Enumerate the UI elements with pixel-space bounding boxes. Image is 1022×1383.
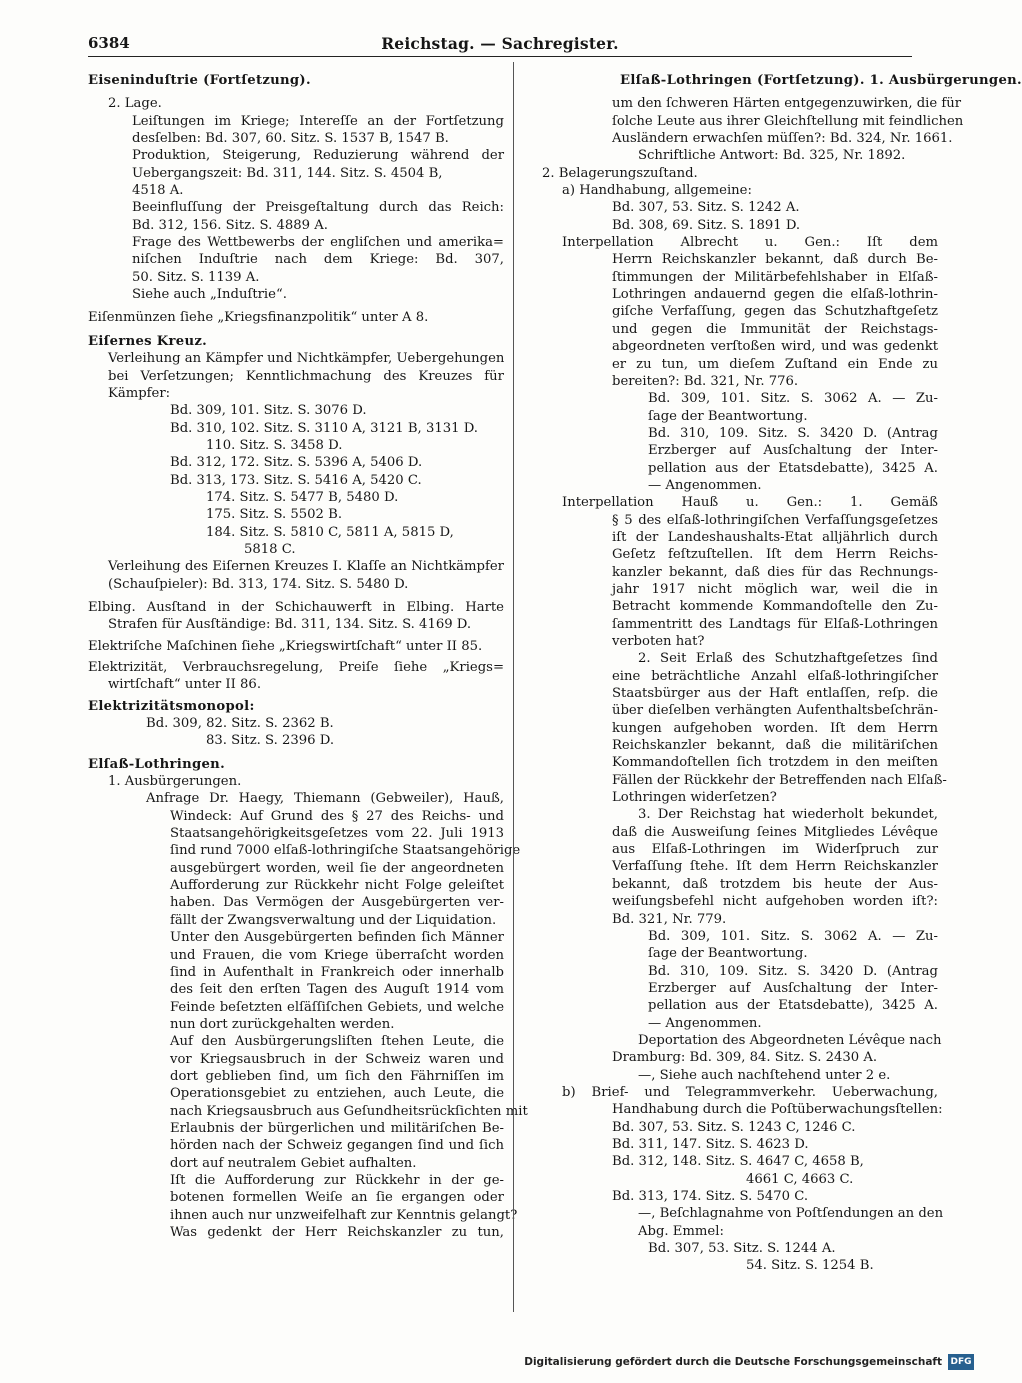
text-line: ſind in Aufenthalt in Frankreich oder innerhalb xyxy=(170,964,504,980)
text-line: eine beträchtliche Anzahl elſaß-lothringiſcher xyxy=(612,668,938,684)
text-line: abgeordneten verſtoßen wird, und was gedenkt xyxy=(612,339,938,355)
text-line: Elektrizität, Verbrauchsregelung, Preiſe ſiehe „Kriegs= xyxy=(88,660,504,675)
text-line: Bd. 321, Nr. 779. xyxy=(612,911,727,927)
text-line: Bd. 310, 109. Sitz. S. 3420 D. (Antrag xyxy=(648,963,938,979)
text-line: § 5 des elſaß-lothringiſchen Verfaſſungsgeſetzes xyxy=(612,512,938,528)
text-line: Geſetz feſtzuſtellen. Iſt dem Herrn Reichs- xyxy=(612,547,938,563)
text-line: Bd. 313, 173. Sitz. S. 5416 A, 5420 C. xyxy=(170,472,422,488)
text-line: um den ſchweren Härten entgegenzuwirken, die für xyxy=(612,96,962,112)
text-line: 54. Sitz. S. 1254 B. xyxy=(746,1258,874,1274)
text-line: Bd. 307, 53. Sitz. S. 1242 A. xyxy=(612,200,800,216)
text-line: daß die Ausweiſung ſeines Mitgliedes Lévêque xyxy=(612,824,938,840)
text-line: Kämpfer: xyxy=(108,385,171,401)
text-line: ſind rund 7000 elſaß-lothringiſche Staatsangehörige xyxy=(170,843,521,859)
entry-heading: Eiseninduſtrie (Fortſetzung). xyxy=(88,73,311,88)
text-line: Erzberger auf Ausſchaltung der Inter- xyxy=(648,443,938,459)
text-line: ſage der Beantwortung. xyxy=(648,946,808,962)
text-line: Was gedenkt der Herr Reichskanzler zu tun, xyxy=(170,1225,504,1240)
text-line: Verleihung des Eiſernen Kreuzes I. Klaſſe an Nichtkämpfer xyxy=(108,559,504,575)
text-line: Bd. 309, 101. Sitz. S. 3062 A. — Zu- xyxy=(648,928,938,944)
text-line: —, Siehe auch nachſtehend unter 2 e. xyxy=(638,1067,891,1083)
text-line: Bd. 312, 148. Sitz. S. 4647 C, 4658 B, xyxy=(612,1154,864,1170)
text-line: Elektriſche Maſchinen ſiehe „Kriegswirtſchaft“ unter II 85. xyxy=(88,638,483,654)
text-line: 1. Ausbürgerungen. xyxy=(108,774,242,790)
text-line: jahr 1917 nicht möglich war, weil die in xyxy=(612,581,938,597)
text-line: ſammentritt des Landtags für Elſaß-Lothringen xyxy=(612,616,938,632)
text-line: er zu tun, um dieſem Zuſtand ein Ende zu xyxy=(612,356,938,372)
text-line: 175. Sitz. S. 5502 B. xyxy=(206,507,343,523)
text-line: Bd. 312, 156. Sitz. S. 4889 A. xyxy=(132,217,328,233)
text-line: Auf den Ausbürgerungsliſten ſtehen Leute, die xyxy=(170,1034,504,1050)
text-line: Produktion, Steigerung, Reduzierung während der xyxy=(132,148,504,164)
text-line: bei Verſetzungen; Kenntlichmachung des Kreuzes für xyxy=(108,368,504,384)
text-line: und gegen die Immunität der Reichstags- xyxy=(612,321,938,337)
text-line: Interpellation Hauß u. Gen.: 1. Gemäß xyxy=(562,495,938,511)
text-line: 2. Belagerungszuſtand. xyxy=(542,165,698,181)
text-line: Bd. 309, 101. Sitz. S. 3076 D. xyxy=(170,403,367,419)
page-header xyxy=(88,32,912,57)
text-line: wirtſchaft“ unter II 86. xyxy=(108,677,262,693)
text-line: Bd. 307, 53. Sitz. S. 1243 C, 1246 C. xyxy=(612,1119,856,1135)
text-line: ſtimmungen der Militärbefehlshaber in Elſaß- xyxy=(612,269,938,285)
text-line: Bd. 309, 101. Sitz. S. 3062 A. — Zu- xyxy=(648,391,938,407)
text-line: Bd. 310, 109. Sitz. S. 3420 D. (Antrag xyxy=(648,425,938,441)
text-line: aus Elſaß-Lothringen im Widerſpruch zur xyxy=(612,842,938,858)
text-line: Bd. 313, 174. Sitz. S. 5470 C. xyxy=(612,1189,809,1204)
text-line: Deportation des Abgeordneten Lévêque nach xyxy=(638,1032,942,1048)
text-line: Herrn Reichskanzler bekannt, daß durch Be- xyxy=(612,252,938,268)
text-line: 83. Sitz. S. 2396 D. xyxy=(206,733,335,749)
text-line: Interpellation Albrecht u. Gen.: Iſt dem xyxy=(562,235,938,251)
text-line: b) Brief- und Telegrammverkehr. Ueberwachung, xyxy=(562,1084,938,1100)
text-line: Staatsbürger aus der Haft entlaſſen, reſp. die xyxy=(612,686,938,702)
text-line: Kommandoſtellen ſich trotzdem in den meiſten xyxy=(612,755,938,771)
page-number: 6384 xyxy=(88,34,130,52)
text-line: 2. Lage. xyxy=(108,96,162,112)
text-line: Feinde beſetzten elſäſſiſchen Gebiets, und welche xyxy=(170,999,504,1015)
text-line: — Angenommen. xyxy=(648,1015,762,1031)
text-line: a) Handhabung, allgemeine: xyxy=(562,183,752,199)
text-line: und Frauen, die vom Kriege überraſcht worden xyxy=(170,947,504,963)
text-line: Lothringen andauernd gegen die elſaß-lothrin- xyxy=(612,287,938,303)
text-line: ausgebürgert worden, weil ſie der angeordneten xyxy=(170,860,504,876)
text-line: 3. Der Reichstag hat wiederholt bekundet, xyxy=(638,807,938,823)
text-line: Leiſtungen im Kriege; Intereſſe an der Fortſetzung xyxy=(132,113,504,129)
text-line: Ausländern erwachſen müſſen?: Bd. 324, Nr. 1661. xyxy=(612,131,953,147)
text-line: vor Kriegsausbruch in der Schweiz waren und xyxy=(170,1051,504,1067)
text-line: Bd. 308, 69. Sitz. S. 1891 D. xyxy=(612,217,801,233)
text-line: botenen formellen Weiſe an ſie ergangen oder xyxy=(170,1190,504,1206)
text-line: —, Beſchlagnahme von Poſtſendungen an den xyxy=(638,1206,944,1222)
text-line: Operationsgebiet zu entziehen, auch Leute, die xyxy=(170,1086,504,1102)
text-line: dort geblieben ſind, um ſich den Fährniſſen im xyxy=(170,1068,504,1084)
text-line: Aufforderung zur Rückkehr nicht Folge geleiſtet xyxy=(170,878,504,894)
entry-heading: Elſaß-Lothringen (Fortſetzung). 1. Ausbürgerungen. xyxy=(620,73,1022,88)
text-line: Reichskanzler bekannt, daß die militäriſchen xyxy=(612,738,938,754)
text-line: Handhabung durch die Poſtüberwachungsſtellen: xyxy=(612,1102,943,1118)
text-line: Frage des Wettbewerbs der engliſchen und amerika= xyxy=(132,235,504,251)
text-line: ſage der Beantwortung. xyxy=(648,408,808,424)
text-line: hörden nach der Schweiz gegangen ſind und ſich xyxy=(170,1138,504,1154)
footer-credit-text: Digitalisierung gefördert durch die Deutsche Forschungsgemeinschaft xyxy=(524,1356,942,1368)
text-line: Windeck: Auf Grund des § 27 des Reichs- und xyxy=(170,808,504,824)
text-line: iſt der Landeshaushalts-Etat alljährlich durch xyxy=(612,529,938,545)
text-line: bekannt, daß trotzdem bis heute der Aus- xyxy=(612,876,938,892)
text-line: Bd. 309, 82. Sitz. S. 2362 B. xyxy=(146,716,334,732)
text-line: Bd. 310, 102. Sitz. S. 3110 A, 3121 B, 3131 D. xyxy=(170,420,478,436)
text-line: pellation aus der Etatsdebatte), 3425 A. xyxy=(648,998,938,1014)
text-line: dort auf neutralem Gebiet aufhalten. xyxy=(170,1155,417,1171)
text-line: Schriftliche Antwort: Bd. 325, Nr. 1892. xyxy=(638,148,906,164)
text-line: Bd. 312, 172. Sitz. S. 5396 A, 5406 D. xyxy=(170,455,423,471)
text-line: ihnen auch nur unzweifelhaft zur Kenntnis gelangt? xyxy=(170,1207,518,1223)
text-line: Betracht kommende Kommandoſtelle den Zu- xyxy=(612,599,938,615)
text-line: bereiten?: Bd. 321, Nr. 776. xyxy=(612,373,799,389)
footer-credit xyxy=(524,1354,974,1370)
column-divider xyxy=(513,62,514,1312)
text-line: Uebergangszeit: Bd. 311, 144. Sitz. S. 4504 B, xyxy=(132,165,443,181)
text-line: haben. Das Vermögen der Ausgebürgerten ver- xyxy=(170,895,504,911)
text-line: des ſeit den erſten Tagen des Auguſt 1914 vom xyxy=(170,982,504,998)
text-line: fällt der Zwangsverwaltung und der Liquidation. xyxy=(170,912,497,928)
entry-heading: Elektrizitätsmonopol: xyxy=(88,698,255,714)
text-line: giſche Verfaſſung, gegen das Schutzhaftgeſetz xyxy=(612,304,938,320)
text-line: Beeinfluſſung der Preisgeſtaltung durch das Reich: xyxy=(132,200,504,216)
text-line: Strafen für Ausſtändige: Bd. 311, 134. Sitz. S. 4169 D. xyxy=(108,617,472,633)
text-line: kungen aufgehoben worden. Iſt dem Herrn xyxy=(612,720,938,736)
text-line: nun dort zurückgehalten werden. xyxy=(170,1016,395,1032)
entry-heading: Eiſernes Kreuz. xyxy=(88,333,208,349)
text-line: Eiſenmünzen ſiehe „Kriegsfinanzpolitik“ unter A 8. xyxy=(88,310,429,326)
text-line: verboten hat? xyxy=(612,634,705,649)
text-line: weiſungsbefehl nicht aufgehoben worden iſt?: xyxy=(612,894,938,910)
text-line: Dramburg: Bd. 309, 84. Sitz. S. 2430 A. xyxy=(612,1050,878,1066)
text-line: 50. Sitz. S. 1139 A. xyxy=(132,269,260,285)
entry-heading: Elſaß-Lothringen. xyxy=(88,756,225,772)
text-line: 4518 A. xyxy=(132,183,184,199)
text-line: Anfrage Dr. Haegy, Thiemann (Gebweiler), Hauß, xyxy=(146,791,504,807)
text-line: Elbing. Ausſtand in der Schichauwerft in Elbing. Harte xyxy=(88,599,504,615)
text-line: (Schauſpieler): Bd. 313, 174. Sitz. S. 5480 D. xyxy=(108,576,409,592)
text-line: pellation aus der Etatsdebatte), 3425 A. xyxy=(648,460,938,476)
text-line: Erlaubnis der bürgerlichen und militäriſchen Be- xyxy=(170,1120,504,1136)
text-line: über dieſelben verhängten Aufenthaltsbeſchrän- xyxy=(612,703,938,719)
running-head: Reichstag. — Sachregister. xyxy=(381,34,619,53)
text-line: ſolche Leute aus ihrer Gleichſtellung mit feindlichen xyxy=(612,113,964,129)
text-line: 2. Seit Erlaß des Schutzhaftgeſetzes ſind xyxy=(638,651,938,667)
text-line: Fällen der Rückkehr der Betreffenden nach Elſaß- xyxy=(612,772,947,788)
text-line: desſelben: Bd. 307, 60. Sitz. S. 1537 B, 1547 B. xyxy=(132,131,449,147)
text-line: 184. Sitz. S. 5810 C, 5811 A, 5815 D, xyxy=(206,524,454,540)
right-column xyxy=(522,72,1022,1275)
text-line: 4661 C, 4663 C. xyxy=(746,1171,854,1187)
text-line: Erzberger auf Ausſchaltung der Inter- xyxy=(648,980,938,996)
text-line: Lothringen widerſetzen? xyxy=(612,790,777,806)
text-line: Verfaſſung ſtehe. Iſt dem Herrn Reichskanzler xyxy=(612,859,938,875)
text-line: 110. Sitz. S. 3458 D. xyxy=(206,437,343,453)
text-line: nach Kriegsausbruch aus Geſundheitsrückſichten mit xyxy=(170,1103,528,1119)
text-line: kanzler bekannt, daß dies für das Rechnungs- xyxy=(612,564,938,580)
text-line: 174. Sitz. S. 5477 B, 5480 D. xyxy=(206,489,399,505)
text-line: Bd. 307, 53. Sitz. S. 1244 A. xyxy=(648,1241,836,1257)
text-line: Verleihung an Kämpfer und Nichtkämpfer, Uebergehungen xyxy=(108,351,505,367)
text-line: Bd. 311, 147. Sitz. S. 4623 D. xyxy=(612,1136,809,1152)
text-line: Unter den Ausgebürgerten befinden ſich Männer xyxy=(170,930,504,946)
text-line: Iſt die Aufforderung zur Rückkehr in der ge- xyxy=(170,1172,504,1188)
text-line: Abg. Emmel: xyxy=(638,1223,724,1239)
left-column xyxy=(88,72,528,1241)
text-line: Siehe auch „Induſtrie“. xyxy=(132,287,287,303)
text-line: niſchen Induſtrie nach dem Kriege: Bd. 307, xyxy=(132,252,504,268)
text-line: 5818 C. xyxy=(244,541,296,557)
text-line: — Angenommen. xyxy=(648,477,762,493)
dfg-logo: DFG xyxy=(948,1354,974,1370)
text-line: Staatsangehörigkeitsgeſetzes vom 22. Juli 1913 xyxy=(170,826,504,842)
